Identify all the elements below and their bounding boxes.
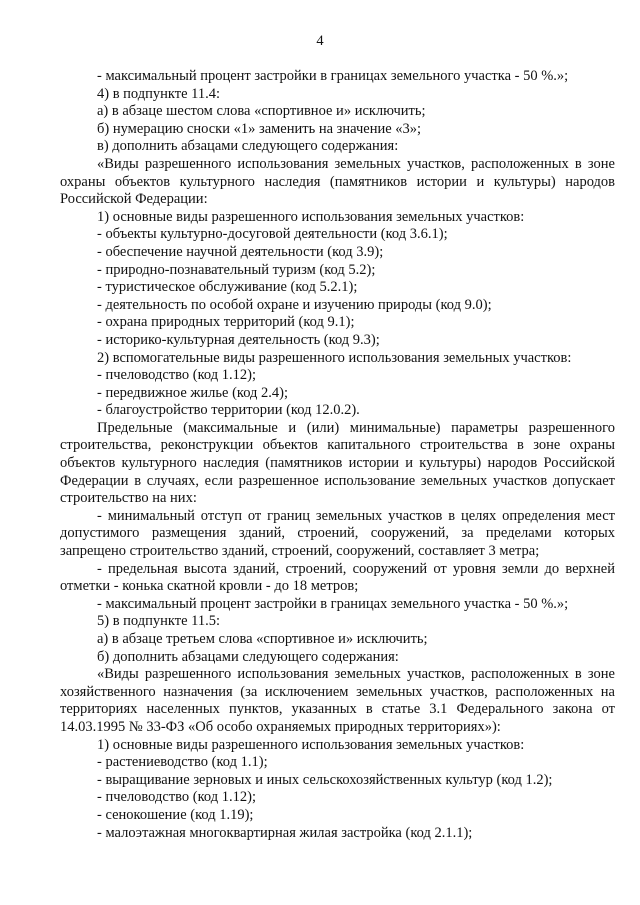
paragraph: 5) в подпункте 11.5: [97,613,221,630]
paragraph: - максимальный процент застройки в границах земельного участка - 50 %.»; [97,595,569,612]
paragraph: - пчеловодство (код 1.12); [97,367,256,384]
paragraph: б) нумерацию сноски «1» заменить на значение «3»; [97,120,422,137]
paragraph: 4) в подпункте 11.4: [97,85,221,102]
paragraph: «Виды разрешенного использования земельных участков, расположенных в зоне охраны объектов культурного наследия (памятников истории и культуры) народов Российской Федерации: [60,155,615,208]
paragraph: - выращивание зерновых и иных сельскохозяйственных культур (код 1.2); [97,771,553,788]
page-number: 4 [316,33,324,49]
paragraph: - деятельность по особой охране и изучению природы (код 9.0); [97,296,492,313]
paragraph: - природно-познавательный туризм (код 5.2); [97,261,376,278]
paragraph: Предельные (максимальные и (или) минимальные) параметры разрешенного строительства, реконструкции объектов капитального строительства в зоне охраны объектов культурного наследия (памятников истории и культуры) народов Российской Федерации в случаях, если разрешенное использование земельных участков допускает строительство на них: [60,419,615,507]
paragraph: - обеспечение научной деятельности (код 3.9); [97,243,384,260]
paragraph: 1) основные виды разрешенного использования земельных участков: [97,208,525,225]
paragraph: - сенокошение (код 1.19); [97,806,254,823]
paragraph: б) дополнить абзацами следующего содержания: [97,648,399,665]
paragraph: - растениеводство (код 1.1); [97,754,268,771]
paragraph: - предельная высота зданий, строений, сооружений от уровня земли до верхней отметки - конька скатной кровли - до 18 метров; [60,560,615,595]
paragraph: а) в абзаце шестом слова «спортивное и» исключить; [97,103,426,120]
paragraph: - объекты культурно-досуговой деятельности (код 3.6.1); [97,226,448,243]
paragraph: а) в абзаце третьем слова «спортивное и» исключить; [97,631,428,647]
paragraph: «Виды разрешенного использования земельных участков, расположенных в зоне хозяйственного назначения (за исключением земельных участков, расположенных на территориях населенных пунктов, указанных в статье 3.1 Федерального закона от 14.03.1995 № 33-ФЗ «Об особо охраняемых природных территориях»): [60,666,615,735]
paragraph: - минимальный отступ от границ земельных участков в целях определения мест допустимого размещения зданий, строений, сооружений, за пределами которых запрещено строительство зданий, строений, сооружений, составляет 3 метра; [60,507,615,560]
paragraph: - максимальный процент застройки в границах земельного участка - 50 %.»; [97,68,569,84]
paragraph: 2) вспомогательные виды разрешенного использования земельных участков: [97,349,572,366]
paragraph: - передвижное жилье (код 2.4); [97,384,289,401]
paragraph: - малоэтажная многоквартирная жилая застройка (код 2.1.1); [97,824,473,841]
paragraph: - пчеловодство (код 1.12); [97,789,256,806]
paragraph: - охрана природных территорий (код 9.1); [97,314,355,331]
paragraph: - благоустройство территории (код 12.0.2). [97,402,360,419]
paragraph: 1) основные виды разрешенного использования земельных участков: [97,736,525,753]
paragraph: - историко-культурная деятельность (код 9.3); [97,331,380,348]
paragraph: в) дополнить абзацами следующего содержания: [97,138,399,155]
paragraph: - туристическое обслуживание (код 5.2.1); [97,279,358,296]
document-body [60,68,615,842]
